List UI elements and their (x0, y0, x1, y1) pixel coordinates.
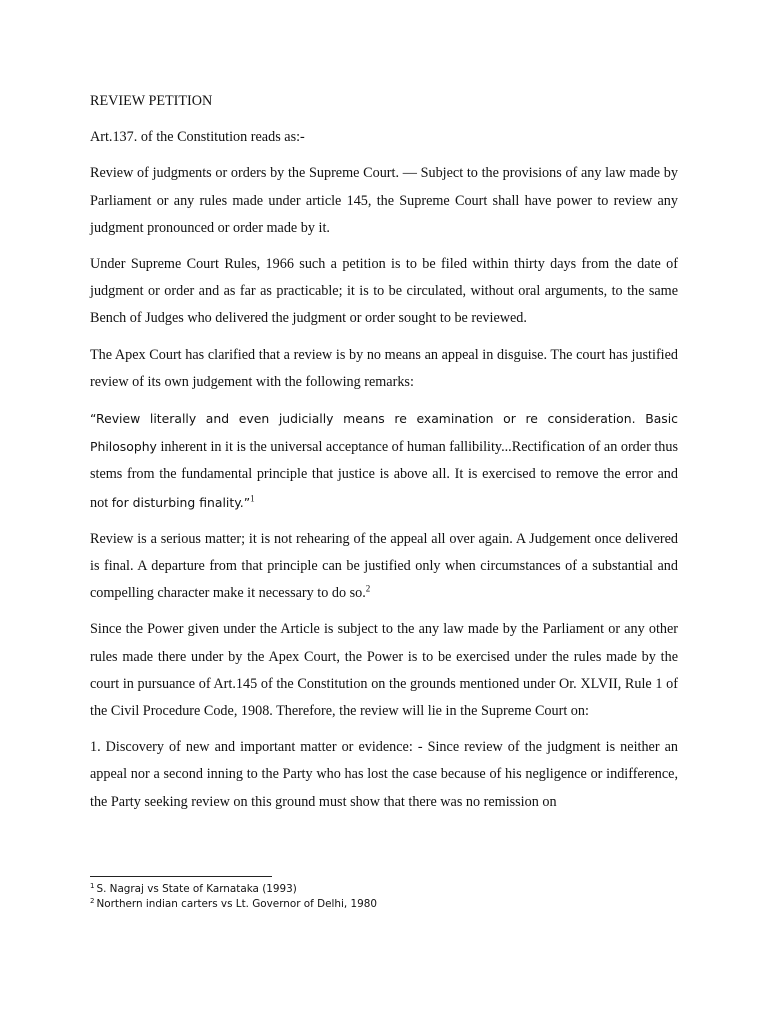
paragraph-article-text: Review of judgments or orders by the Supreme Court. — Subject to the provisions of any law made by Parliament or any rules made under article 145, the Supreme Court shall have power to review any judgment pronounced or order made by it. (90, 165, 678, 236)
paragraph-serious-matter-text: Review is a serious matter; it is not rehearing of the appeal all over again. A Judgement once delivered is final. A departure from that principle can be justified only when circumstances of a substantial and compelling character make it necessary to do so. (90, 530, 678, 602)
footnote-marker: 1 (90, 881, 95, 890)
intro-line: Art.137. of the Constitution reads as:- (90, 129, 305, 146)
document-title: REVIEW PETITION (90, 93, 213, 109)
document-body (90, 88, 678, 825)
footnote-text: S. Nagraj vs State of Karnataka (1993) (96, 883, 297, 895)
footnote-ref-2: 2 (365, 583, 371, 594)
paragraph-power-given: Since the Power given under the Article is subject to the any law made by the Parliament or any other rules made there under by the Apex Court, the Power is to be exercised under the rules made by the court in pursuance of Art.145 of the Constitution on the grounds mentioned under Or. XLVII, Rule 1 of the Civil Procedure Code, 1908. Therefore, the review will lie in the Supreme Court on: (90, 621, 678, 720)
quotation-body: inherent in it is the universal acceptance of human fallibility...Rectification of an order thus stems from the fundamental principle that justice is above all. It is exercised to remove the error and not (90, 439, 678, 511)
quotation-paragraph (90, 405, 678, 517)
footnote-ref-1: 1 (250, 492, 255, 503)
paragraph-apex-court: The Apex Court has clarified that a review is by no means an appeal in disguise. The court has justified review of its own judgement with the following remarks: (90, 346, 678, 390)
quotation-closing: for disturbing finality.” (111, 494, 251, 510)
footnote-text: Northern indian carters vs Lt. Governor of Delhi, 1980 (96, 898, 377, 910)
footnote-2 (90, 897, 678, 912)
paragraph-discovery: 1. Discovery of new and important matter or evidence: - Since review of the judgment is neither an appeal nor a second inning to the Party who has lost the case because of his negligence or indifference, the Party seeking review on this ground must show that there was no remission on (90, 739, 678, 810)
quotation-opening: “Review literally and even judicially means re examination or re consideration. Basic Philosophy (90, 411, 678, 455)
footnote-separator (90, 876, 272, 877)
paragraph-serious-matter (90, 526, 678, 608)
footnotes (90, 882, 678, 912)
paragraph-court-rules: Under Supreme Court Rules, 1966 such a petition is to be filed within thirty days from the date of judgment or order and as far as practicable; it is to be circulated, without oral arguments, to the same Bench of Judges who delivered the judgment or order sought to be reviewed. (90, 256, 678, 327)
footnote-marker: 2 (90, 896, 95, 905)
footnote-1 (90, 882, 678, 897)
